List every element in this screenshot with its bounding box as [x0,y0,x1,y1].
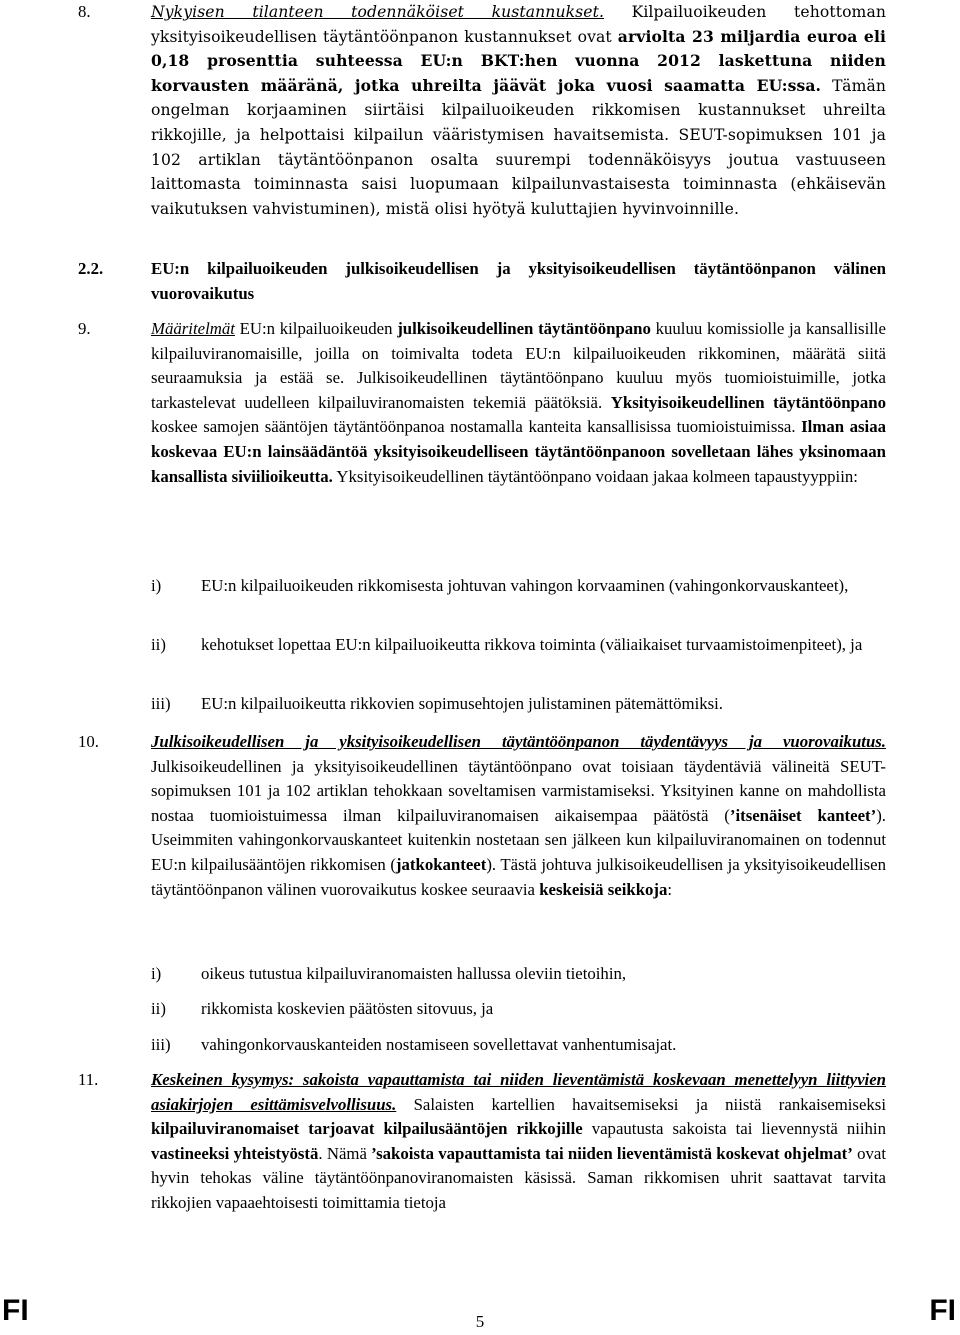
item-text: EU:n kilpailuoikeutta rikkovien sopimusehtojen julistaminen pätemättömiksi. [201,694,724,713]
item-text: rikkomista koskevien päätösten sitovuus, ja [201,999,494,1018]
section-heading-2-2 [78,257,886,306]
paragraph-title: Keskeinen kysymys: sakoista vapauttamista tai niiden lieventämistä koskevaan menettelyyn liittyvien asiakirjojen esittämisvelvollisuus. [151,1070,886,1114]
list-item [78,633,886,658]
item-text: kehotukset lopettaa EU:n kilpailuoikeutta rikkova toiminta (väliaikaiset turvaamistoimenpiteet), ja [201,635,863,654]
footer-language-code-right: FI [929,1294,956,1327]
list-item [78,574,886,599]
paragraph-10 [78,730,886,902]
emphasis: arviolta 23 miljardia euroa eli 0,18 prosenttia suhteessa EU:n BKT:hen vuonna 2012 laskettuna niiden korvausten määränä, jotka uhreilta jäävät joka vuosi saamatta EU:ssa. [151,26,886,95]
item-text: oikeus tutustua kilpailuviranomaisten hallussa oleviin tietoihin, [201,964,627,983]
paragraph-11 [78,1068,886,1216]
item-numeral: ii) [151,999,166,1018]
paragraph-title: Nykyisen tilanteen todennäköiset kustannukset. [151,3,604,21]
item-numeral: i) [151,964,162,983]
paragraph-number: 9. [78,319,91,338]
section-number: 2.2. [78,259,104,278]
item-numeral: i) [151,576,162,595]
paragraph-number: 11. [78,1070,99,1089]
paragraph-body: Keskeinen kysymys: sakoista vapauttamista tai niiden lieventämistä koskevaan menettelyyn liittyvien asiakirjojen esittämisvelvollisuus. Salaisten kartellien havaitsemiseksi ja niistä rankaisemiseksi kilpailuviranomaiset tarjoavat kilpailusääntöjen rikkojille vapautusta sakoista tai lievennystä niihin vastineeksi yhteistyöstä. Nämä ’sakoista vapauttamista tai niiden lieventämistä koskevat ohjelmat’ ovat hyvin tehokas väline täytäntöönpanoviranomaisten käsissä. Saman rikkomisen uhrit saattavat tarvita rikkojien vapaaehtoisesti toimittamia tietoja [151,1070,886,1212]
item-numeral: ii) [151,635,166,654]
list-item [78,1033,886,1058]
list-item [78,997,886,1022]
paragraph-body: Määritelmät EU:n kilpailuoikeuden julkisoikeudellinen täytäntöönpano kuuluu komissiolle ja kansallisille kilpailuviranomaisille, joilla on toimivalta todeta EU:n kilpailuoikeuden rikkominen, määrätä siitä seuraamuksia ja estää se. Julkisoikeudellinen täytäntöönpano kuuluu myös tuomioistuimille, jotka tarkastelevat uudelleen kilpailuviranomaisten tekemiä päätöksiä. Yksityisoikeudellinen täytäntöönpano koskee samojen sääntöjen täytäntöönpanoa nostamalla kanteita kansallisissa tuomioistuimissa. Ilman asiaa koskevaa EU:n lainsäädäntöä yksityisoikeudelliseen täytäntöönpanoon sovelletaan lähes yksinomaan kansallista siviilioikeutta. Yksityisoikeudellinen täytäntöönpano voidaan jakaa kolmeen tapaustyyppiin: [151,319,886,486]
item-numeral: iii) [151,694,171,713]
page-number: 5 [475,1312,485,1331]
paragraph-body: Nykyisen tilanteen todennäköiset kustannukset. Kilpailuoikeuden tehottoman yksityisoikeudellisen täytäntöönpanon kustannukset ovat arviolta 23 miljardia euroa eli 0,18 prosenttia suhteessa EU:n BKT:hen vuonna 2012 laskettuna niiden korvausten määränä, jotka uhreilta jäävät joka vuosi saamatta EU:ssa. Tämän ongelman korjaaminen siirtäisi kilpailuoikeuden rikkomisen kustannukset uhreilta rikkojille, ja helpottaisi kilpailun vääristymisen havaitsemista. SEUT-sopimuksen 101 ja 102 artiklan täytäntöönpanon osalta suurempi todennäköisyys joutua vastuuseen laittomasta toiminnasta saisi luopumaan kilpailunvastaisesta toiminnasta (ehkäisevän vaikutuksen vahvistuminen), mistä olisi hyötyä kuluttajien hyvinvoinnille. [151,3,886,218]
item-numeral: iii) [151,1035,171,1054]
paragraph-9 [78,317,886,489]
list-item [78,962,886,987]
list-item [78,692,886,717]
paragraph-title: Määritelmät [151,319,235,338]
section-title: EU:n kilpailuoikeuden julkisoikeudellisen ja yksityisoikeudellisen täytäntöönpanon välinen vuorovaikutus [151,259,886,303]
paragraph-title: Julkisoikeudellisen ja yksityisoikeudellisen täytäntöönpanon täydentävyys ja vuorovaikutus. [151,732,886,751]
footer-language-code-left: FI [2,1294,29,1327]
item-text: vahingonkorvauskanteiden nostamiseen sovellettavat vanhentumisajat. [201,1035,677,1054]
paragraph-body: Julkisoikeudellisen ja yksityisoikeudellisen täytäntöönpanon täydentävyys ja vuorovaikutus. Julkisoikeudellinen ja yksityisoikeudellinen täytäntöönpano ovat toisiaan täydentäviä välineitä SEUT-sopimuksen 101 ja 102 artiklan tehokkaan soveltamisen varmistamiseksi. Yksityinen kanne on mahdollista nostaa tuomioistuimessa ilman kilpailuviranomaisen aikaisempaa päätöstä (’itsenäiset kanteet’). Useimmiten vahingonkorvauskanteet kuitenkin nostetaan sen jälkeen kun kilpailuviranomainen on todennut EU:n kilpailusääntöjen rikkomisen (jatkokanteet). Tästä johtuva julkisoikeudellisen ja yksityisoikeudellisen täytäntöönpanon välinen vuorovaikutus koskee seuraavia keskeisiä seikkoja: [151,732,887,899]
paragraph-number: 10. [78,732,99,751]
item-text: EU:n kilpailuoikeuden rikkomisesta johtuvan vahingon korvaaminen (vahingonkorvauskanteet), [201,576,849,595]
paragraph-number: 8. [78,2,91,21]
paragraph-8 [78,0,886,221]
